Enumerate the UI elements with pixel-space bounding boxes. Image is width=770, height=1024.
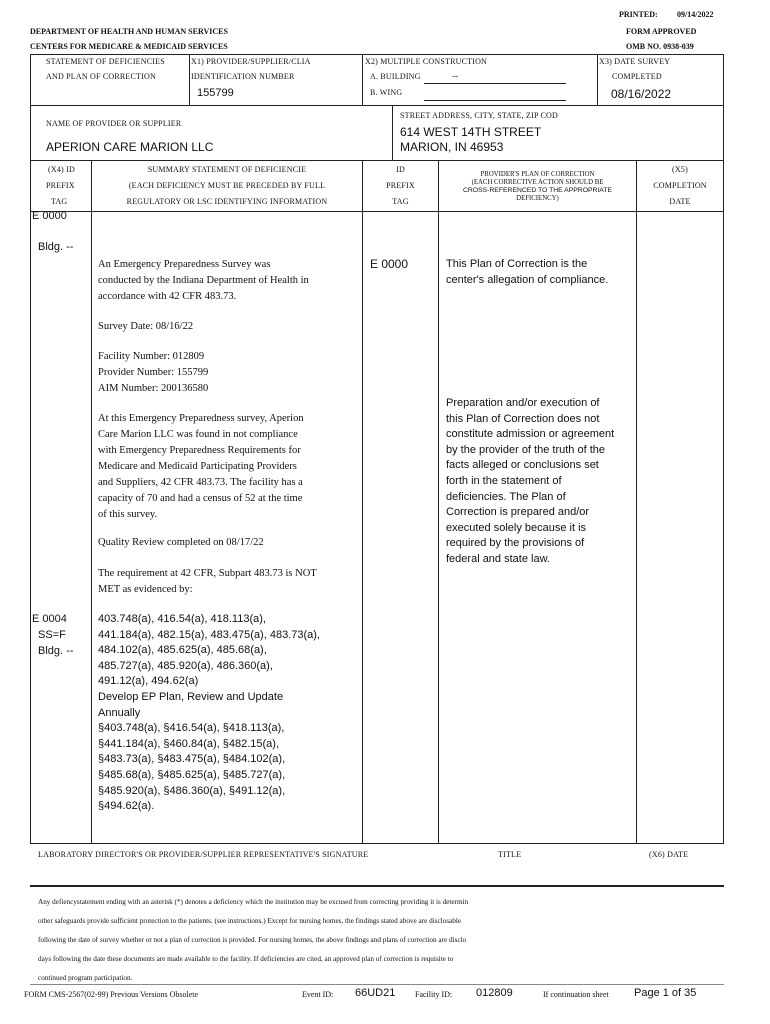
text-line: and Suppliers, 42 CFR 483.73. The facility has a bbox=[98, 477, 303, 488]
text-line: The requirement at 42 CFR, Subpart 483.73 is NOT bbox=[98, 568, 317, 579]
id-header-3: TAG bbox=[392, 197, 409, 206]
text-line: 485.727(a), 485.920(a), 486.360(a), bbox=[98, 659, 273, 672]
continuation-label: If continuation sheet bbox=[543, 990, 609, 999]
building-label: A. BUILDING bbox=[370, 72, 421, 81]
summary-paragraph-1 bbox=[98, 257, 360, 305]
text-line: Correction is prepared and/or bbox=[446, 506, 590, 519]
summary-header-2: (EACH DEFICIENCY MUST BE PRECEDED BY FULL bbox=[128, 181, 326, 190]
text-line: other safeguards provide sufficient protection to the patients. (see instructions.) Except for nursing homes, the findings stated above are disclosable bbox=[38, 917, 462, 925]
plan-paragraph-2 bbox=[446, 396, 634, 568]
text-line: continued program participation. bbox=[38, 974, 133, 982]
id-header-2: PREFIX bbox=[386, 181, 415, 190]
text-line: An Emergency Preparedness Survey was bbox=[98, 259, 271, 270]
x5-header-2: COMPLETION bbox=[653, 181, 707, 190]
text-line: Facility Number: 012809 bbox=[98, 351, 205, 362]
address-line2: MARION, IN 46953 bbox=[400, 140, 504, 154]
multiple-construction-label: X2) MULTIPLE CONSTRUCTION bbox=[365, 57, 488, 66]
building-value: -- bbox=[452, 71, 458, 81]
text-line: by the provider of the truth of the bbox=[446, 443, 605, 456]
tag-e0004: E 0004 bbox=[32, 613, 67, 625]
form-approved: FORM APPROVED bbox=[626, 27, 697, 36]
id-header-1: ID bbox=[396, 165, 405, 174]
text-line: accordance with 42 CFR 483.73. bbox=[98, 291, 237, 302]
agency-title: CENTERS FOR MEDICARE & MEDICAID SERVICES bbox=[30, 42, 228, 51]
identification-number-label: IDENTIFICATION NUMBER bbox=[191, 72, 295, 81]
text-line: Any defiencystatement ending with an asterisk (*) denotes a deficiency which the institution may be excused from correcting providing it is determin bbox=[38, 898, 469, 906]
omb-number: OMB NO. 0938-039 bbox=[626, 42, 694, 51]
text-line: 441.184(a), 482.15(a), 483.475(a), 483.73(a), bbox=[98, 628, 320, 641]
text-line: MET as evidenced by: bbox=[98, 584, 193, 595]
tag-e0000: E 0000 bbox=[32, 210, 67, 222]
facility-id-label: Facility ID: bbox=[415, 990, 453, 999]
text-line: §494.62(a). bbox=[98, 800, 155, 813]
plan-of-correction-label: AND PLAN OF CORRECTION bbox=[46, 72, 156, 81]
text-line: §441.184(a), §460.84(a), §482.15(a), bbox=[98, 737, 280, 750]
text-line: capacity of 70 and had a census of 52 at the time bbox=[98, 493, 303, 504]
text-line: of this survey. bbox=[98, 509, 158, 520]
provider-name-value: APERION CARE MARION LLC bbox=[46, 140, 214, 154]
right-tag-e0000: E 0000 bbox=[370, 257, 409, 271]
text-line: §403.748(a), §416.54(a), §418.113(a), bbox=[98, 722, 285, 735]
text-line: executed solely because it is bbox=[446, 521, 587, 534]
text-line: AIM Number: 200136580 bbox=[98, 383, 209, 394]
text-line: Develop EP Plan, Review and Update bbox=[98, 690, 284, 703]
text-line: §485.68(a), §485.625(a), §485.727(a), bbox=[98, 768, 286, 781]
text-line: Medicare and Medicaid Participating Providers bbox=[98, 461, 297, 472]
text-line: Care Marion LLC was found in not compliance bbox=[98, 429, 298, 440]
signature-date-label: (X6) DATE bbox=[649, 850, 689, 859]
x4-header-1: (X4) ID bbox=[48, 165, 75, 174]
text-line: federal and state law. bbox=[446, 552, 550, 565]
summary-paragraph-6 bbox=[98, 566, 360, 598]
plan-header-4: DEFICIENCY) bbox=[516, 195, 559, 202]
summary-header-3: REGULATORY OR LSC IDENTIFYING INFORMATION bbox=[126, 197, 328, 206]
text-line: This Plan of Correction is the bbox=[446, 258, 588, 270]
text-line: Provider Number: 155799 bbox=[98, 367, 209, 378]
provider-name-label: NAME OF PROVIDER OR SUPPLIER bbox=[46, 119, 182, 128]
building-tag-1: Bldg. -- bbox=[38, 241, 74, 253]
text-line: Annually bbox=[98, 706, 141, 719]
provider-id-label: X1) PROVIDER/SUPPLIER/CLIA bbox=[191, 57, 311, 66]
text-line: forth in the statement of bbox=[446, 474, 562, 487]
printed-date: 09/14/2022 bbox=[677, 10, 714, 19]
title-label: TITLE bbox=[498, 850, 522, 859]
text-line: days following the date these documents are made available to the facility. If deficiencies are cited, an approved plan of correction is requisite to bbox=[38, 955, 454, 963]
text-line: constitute admission or agreement bbox=[446, 428, 615, 441]
text-line: required by the provisions of bbox=[446, 537, 585, 550]
building-tag-2: Bldg. -- bbox=[38, 645, 74, 657]
text-line: facts alleged or conclusions set bbox=[446, 459, 599, 472]
facility-id-value: 012809 bbox=[476, 987, 513, 999]
scope-severity: SS=F bbox=[38, 629, 66, 641]
text-line: §485.920(a), §486.360(a), §491.12(a), bbox=[98, 784, 286, 797]
summary-paragraph-4 bbox=[98, 411, 360, 523]
text-line: following the date of survey whether or not a plan of correction is provided. For nursing homes, the above findings and plans of correction are disclo bbox=[38, 936, 467, 944]
survey-date-line: Survey Date: 08/16/22 bbox=[98, 321, 194, 332]
text-line: center's allegation of compliance. bbox=[446, 273, 609, 286]
text-line: this Plan of Correction does not bbox=[446, 412, 600, 425]
disclaimer bbox=[38, 893, 728, 988]
plan-header-1: PROVIDER'S PLAN OF CORRECTION bbox=[480, 171, 595, 178]
plan-paragraph-1 bbox=[446, 257, 634, 288]
x5-header-1: (X5) bbox=[672, 165, 688, 174]
text-line: deficiencies. The Plan of bbox=[446, 490, 566, 503]
address-line1: 614 WEST 14TH STREET bbox=[400, 125, 542, 139]
text-line: conducted by the Indiana Department of Health in bbox=[98, 275, 309, 286]
provider-id-value: 155799 bbox=[197, 87, 234, 99]
printed-label: PRINTED: bbox=[619, 10, 658, 19]
text-line: §483.73(a), §483.475(a), §484.102(a), bbox=[98, 753, 286, 766]
statement-label: STATEMENT OF DEFICIENCIES bbox=[46, 57, 165, 66]
quality-review-line: Quality Review completed on 08/17/22 bbox=[98, 537, 264, 548]
text-line: Preparation and/or execution of bbox=[446, 397, 600, 409]
text-line: with Emergency Preparedness Requirements for bbox=[98, 445, 301, 456]
survey-date-value: 08/16/2022 bbox=[611, 87, 672, 101]
form-number: FORM CMS-2567(02-99) Previous Versions Obsolete bbox=[24, 990, 199, 999]
date-survey-label: X3) DATE SURVEY bbox=[599, 57, 671, 66]
text-line: 403.748(a), 416.54(a), 418.113(a), bbox=[98, 613, 266, 625]
page-number: Page 1 of 35 bbox=[634, 987, 697, 999]
event-id-value: 66UD21 bbox=[355, 987, 396, 999]
signature-label: LABORATORY DIRECTOR'S OR PROVIDER/SUPPLIER REPRESENTATIVE'S SIGNATURE bbox=[38, 850, 369, 859]
regulation-citations bbox=[98, 612, 360, 815]
facility-numbers bbox=[98, 349, 208, 397]
department-title: DEPARTMENT OF HEALTH AND HUMAN SERVICES bbox=[30, 27, 228, 36]
x5-header-3: DATE bbox=[669, 197, 691, 206]
plan-header-3: CROSS-REFERENCED TO THE APPROPRIATE bbox=[462, 187, 613, 194]
text-line: At this Emergency Preparedness survey, Aperion bbox=[98, 413, 304, 424]
x4-header-3: TAG bbox=[51, 197, 68, 206]
event-id-label: Event ID: bbox=[302, 990, 334, 999]
text-line: 484.102(a), 485.625(a), 485.68(a), bbox=[98, 644, 267, 657]
x4-header-2: PREFIX bbox=[46, 181, 75, 190]
completed-label: COMPLETED bbox=[612, 72, 662, 81]
plan-header-2: (EACH CORRECTIVE ACTION SHOULD BE bbox=[471, 179, 604, 186]
address-label: STREET ADDRESS, CITY, STATE, ZIP COD bbox=[400, 111, 558, 120]
text-line: 491.12(a), 494.62(a) bbox=[98, 675, 199, 688]
wing-label: B. WING bbox=[370, 88, 403, 97]
summary-header-1: SUMMARY STATEMENT OF DEFICIENCIE bbox=[147, 165, 307, 174]
